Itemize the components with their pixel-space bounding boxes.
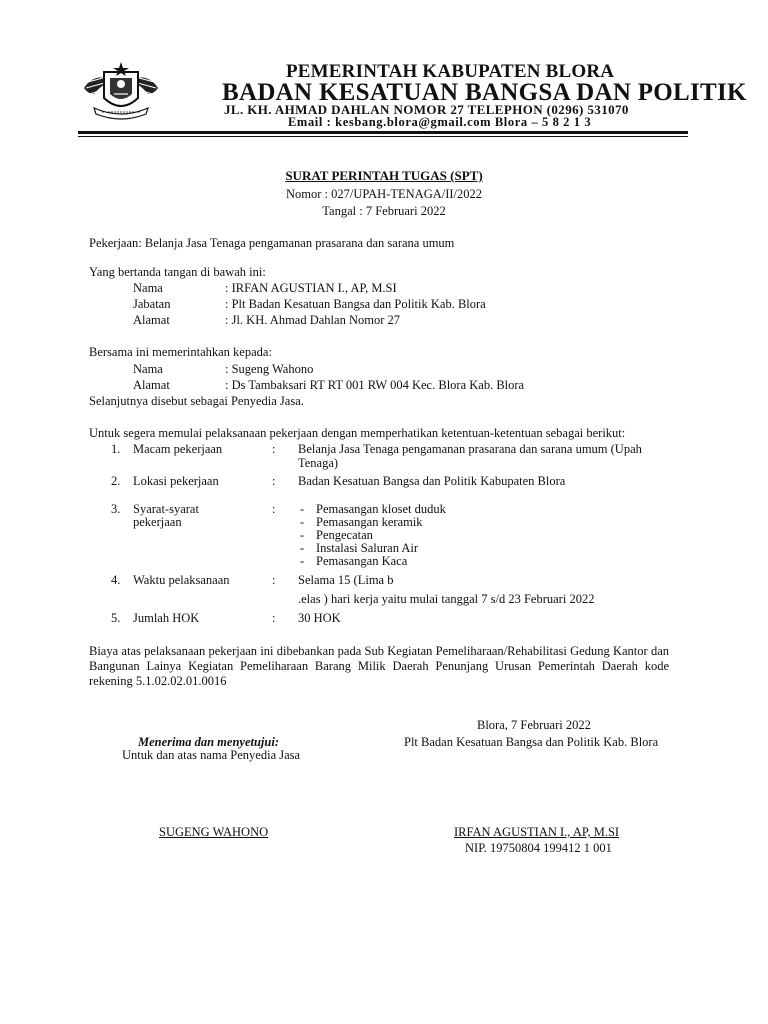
term-1-label: Macam pekerjaan	[133, 442, 223, 456]
right-signatory-nip: NIP. 19750804 199412 1 001	[465, 841, 612, 855]
term-5-value: 30 HOK	[298, 611, 341, 625]
signatory-address-value: : Jl. KH. Ahmad Dahlan Nomor 27	[225, 313, 400, 327]
bullet-dash: -	[300, 554, 305, 568]
recipient-name-value: : Sugeng Wahono	[225, 362, 314, 376]
term-3-separator: :	[272, 502, 276, 516]
term-4-number: 4.	[111, 573, 121, 587]
requirement-item: Pengecatan	[316, 528, 373, 542]
letterhead-rule-thin	[78, 136, 688, 137]
funding-paragraph: Biaya atas pelaksanaan pekerjaan ini dibebankan pada Sub Kegiatan Pemeliharaan/Rehabilitasi Gedung Kantor dan Bangunan Lainya Kegiatan Pemeliharaan Barang Milik Daerah Penunjang Urusan Pemerintah Daerah kode rekening 5.1.02.02.01.0016	[89, 644, 669, 688]
recipient-address-label: Alamat	[133, 378, 170, 392]
letterhead-government: PEMERINTAH KABUPATEN BLORA	[286, 61, 615, 82]
document-number: Nomor : 027/UPAH-TENAGA/II/2022	[285, 187, 483, 201]
bullet-dash: -	[300, 515, 305, 529]
term-1-number: 1.	[111, 442, 121, 456]
term-4-value: Selama 15 (Lima b	[298, 573, 394, 587]
term-5-separator: :	[272, 611, 276, 625]
document-date: Tangal : 7 Februari 2022	[322, 204, 446, 218]
requirement-item: Pemasangan Kaca	[316, 554, 408, 568]
requirement-item: Pemasangan keramik	[316, 515, 423, 529]
signatory-name-label: Nama	[133, 281, 163, 295]
requirement-item: Instalasi Saluran Air	[316, 541, 419, 555]
term-4-label: Waktu pelaksanaan	[133, 573, 230, 587]
left-signature-subtitle: Untuk dan atas nama Penyedia Jasa	[122, 748, 301, 762]
letterhead-rule-thick	[78, 131, 688, 134]
letterhead-address: JL. KH. AHMAD DAHLAN NOMOR 27 TELEPHON (0296) 531070	[224, 102, 629, 117]
term-1-value-cont: Tenaga)	[298, 456, 339, 470]
bullet-dash: -	[300, 541, 305, 555]
term-2-number: 2.	[111, 474, 121, 488]
blora-regency-logo	[80, 58, 162, 122]
signatory-position-label: Jabatan	[133, 297, 171, 311]
bullet-dash: -	[300, 502, 305, 516]
signature-place-date: Blora, 7 Februari 2022	[477, 718, 591, 732]
terms-intro: Untuk segera memulai pelaksanaan pekerjaan dengan memperhatikan ketentuan-ketentuan sebagai berikut:	[89, 426, 626, 440]
term-2-value: Badan Kesatuan Bangsa dan Politik Kabupaten Blora	[298, 474, 566, 488]
bullet-dash: -	[300, 528, 305, 542]
term-3-label-cont: pekerjaan	[133, 515, 182, 529]
term-1-value: Belanja Jasa Tenaga pengamanan prasarana dan sarana umum (Upah	[298, 442, 642, 456]
term-3-number: 3.	[111, 502, 121, 516]
term-5-label: Jumlah HOK	[133, 611, 200, 625]
term-4-separator: :	[272, 573, 276, 587]
left-signature-heading: Menerima dan menyetujui:	[138, 735, 279, 749]
letterhead-email: Email : kesbang.blora@gmail.com Blora – 5 8 2 1 3	[288, 115, 592, 129]
term-1-separator: :	[272, 442, 276, 456]
recipient-name-label: Nama	[133, 362, 163, 376]
term-4-value-cont: .elas ) hari kerja yaitu mulai tanggal 7 s/d 23 Februari 2022	[298, 592, 595, 606]
recipient-intro: Bersama ini memerintahkan kepada:	[89, 345, 272, 359]
term-2-separator: :	[272, 474, 276, 488]
term-3-label: Syarat-syarat	[133, 502, 199, 516]
right-signature-position: Plt Badan Kesatuan Bangsa dan Politik Kab. Blora	[404, 735, 659, 749]
work-description: Pekerjaan: Belanja Jasa Tenaga pengamanan prasarana dan sarana umum	[89, 236, 455, 250]
recipient-address-value: : Ds Tambaksari RT RT 001 RW 004 Kec. Blora Kab. Blora	[225, 378, 525, 392]
signatory-intro: Yang bertanda tangan di bawah ini:	[89, 265, 266, 279]
signatory-address-label: Alamat	[133, 313, 170, 327]
requirement-item: Pemasangan kloset duduk	[316, 502, 446, 516]
letterhead-agency: BADAN KESATUAN BANGSA DAN POLITIK	[222, 79, 747, 106]
term-5-number: 5.	[111, 611, 121, 625]
signatory-name-value: : IRFAN AGUSTIAN I., AP, M.SI	[225, 281, 397, 295]
document-title: SURAT PERINTAH TUGAS (SPT)	[285, 168, 483, 183]
signatory-position-value: : Plt Badan Kesatuan Bangsa dan Politik Kab. Blora	[225, 297, 486, 311]
left-signatory-name: SUGENG WAHONO	[159, 825, 269, 839]
right-signatory-name: IRFAN AGUSTIAN I., AP, M.SI	[454, 825, 620, 839]
term-2-label: Lokasi pekerjaan	[133, 474, 219, 488]
provider-note: Selanjutnya disebut sebagai Penyedia Jasa.	[89, 394, 304, 408]
